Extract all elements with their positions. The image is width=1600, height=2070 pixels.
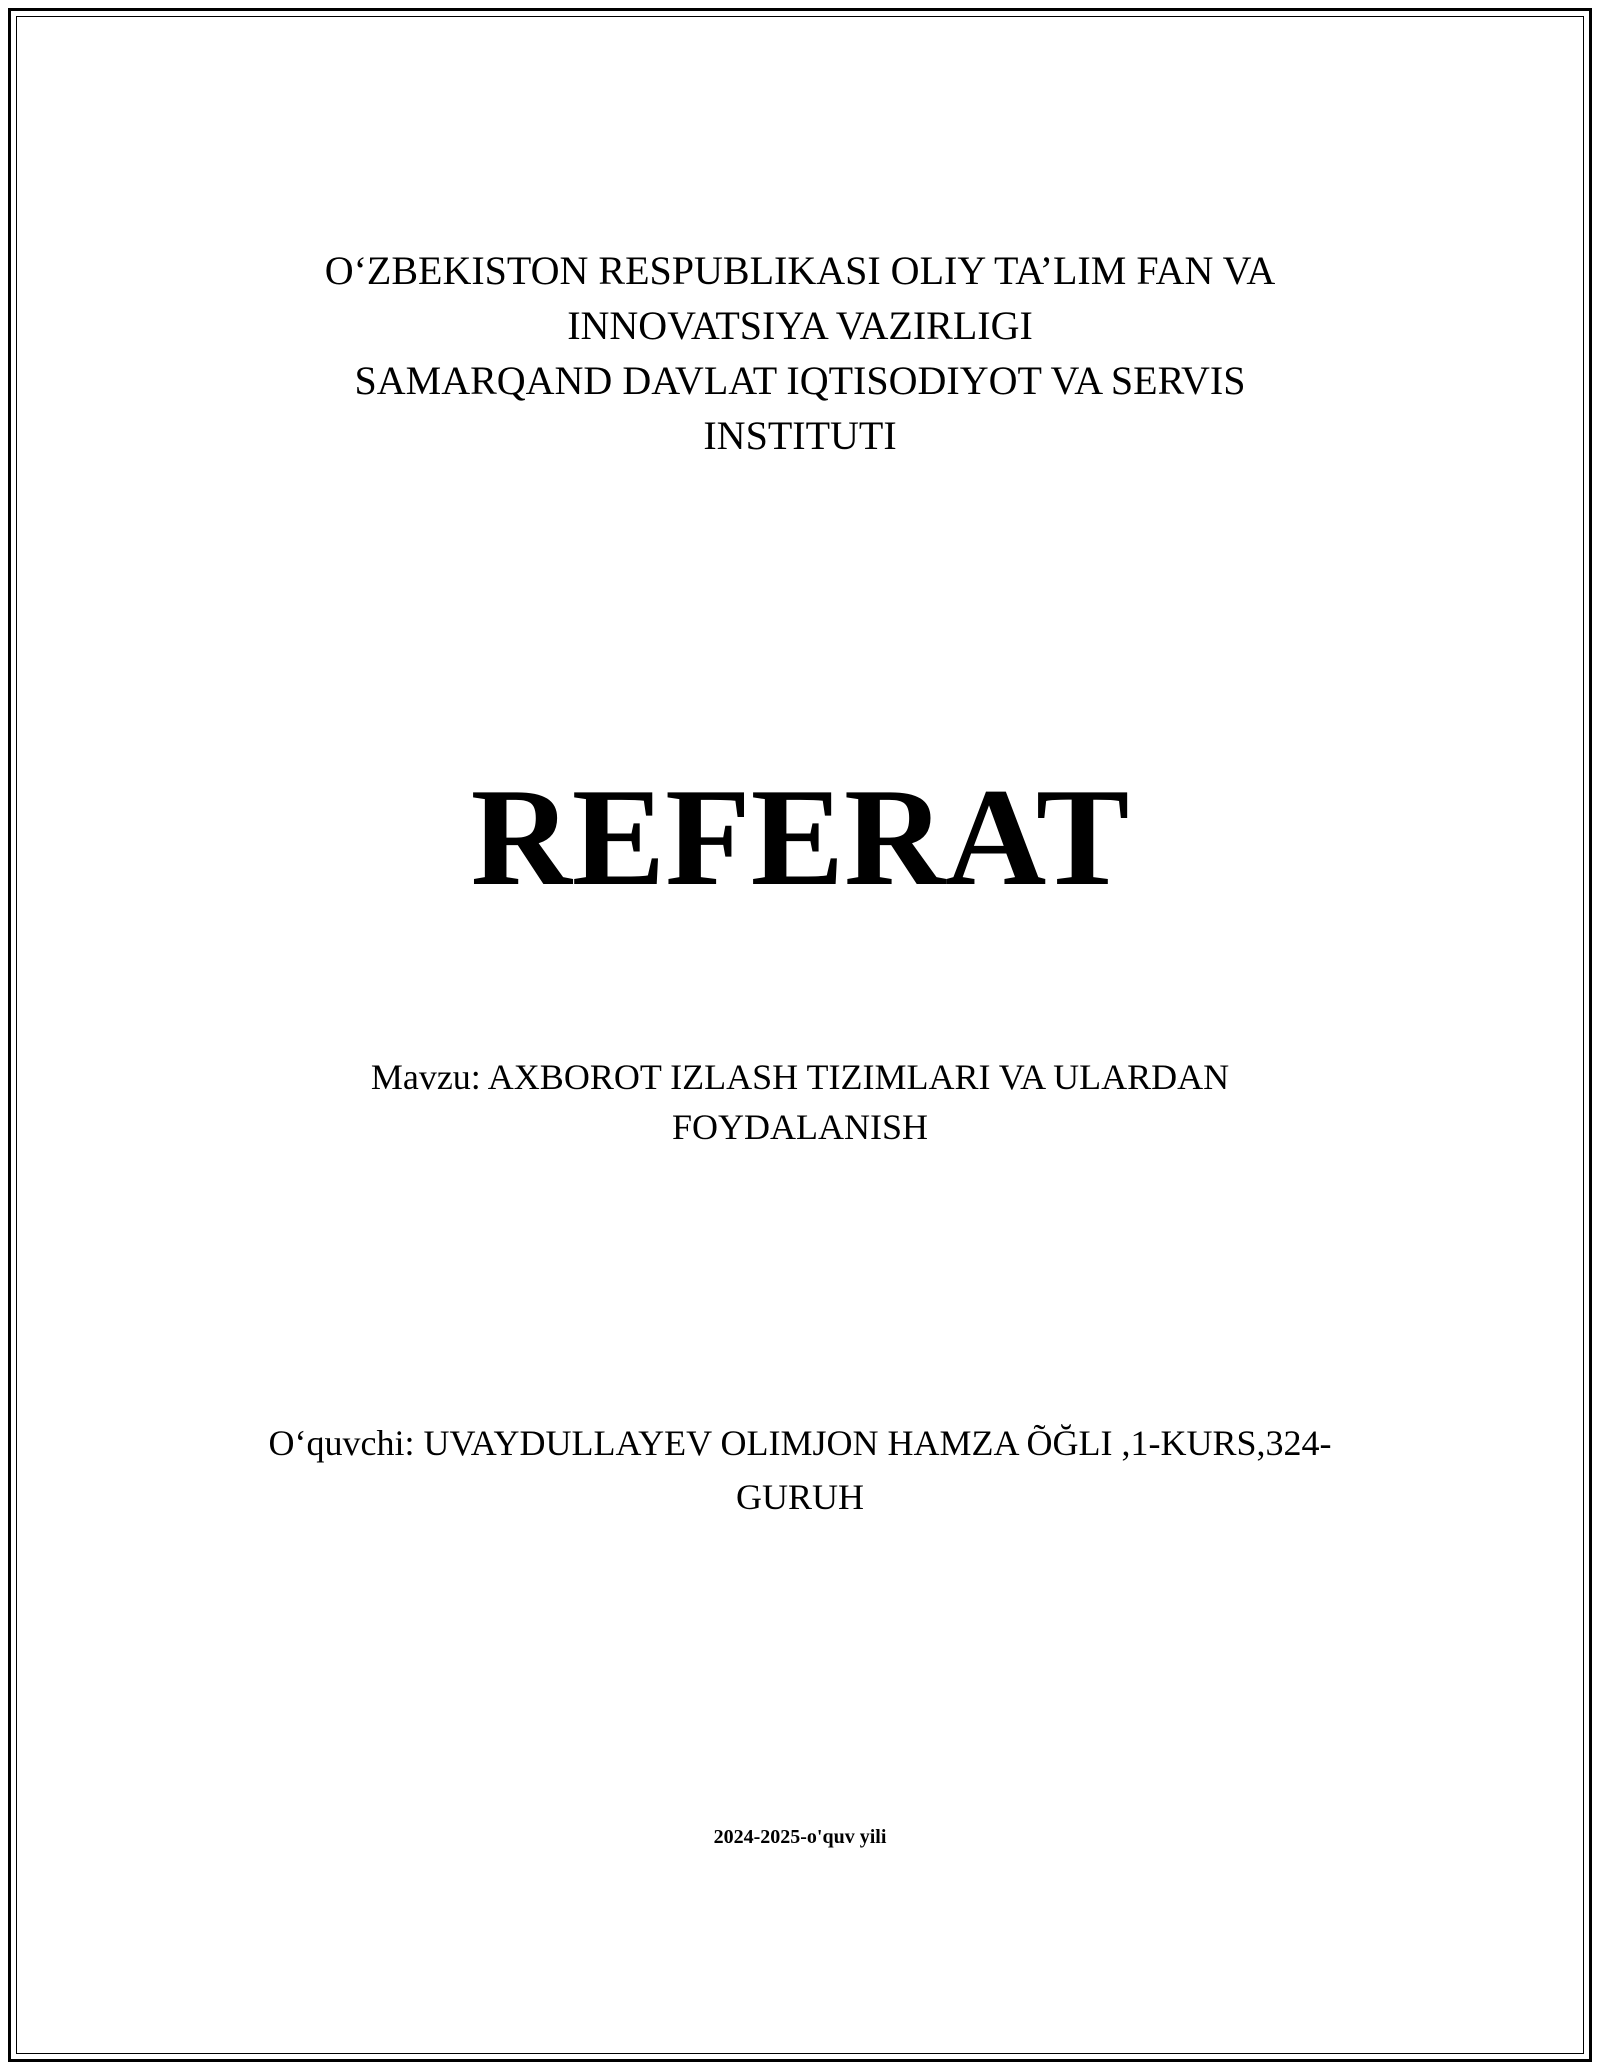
ministry-header xyxy=(0,243,1600,463)
document-title: REFERAT xyxy=(470,760,1130,915)
student-line-1: O‘quvchi: UVAYDULLAYEV OLIMJON HAMZA ÕĞLI ,1-KURS,324- xyxy=(268,1423,1332,1463)
header-line-1: O‘ZBEKISTON RESPUBLIKASI OLIY TA’LIM FAN VA xyxy=(324,248,1276,293)
topic-line-2: FOYDALANISH xyxy=(671,1107,928,1147)
student-line-2: GURUH xyxy=(735,1477,864,1517)
topic xyxy=(0,1052,1600,1152)
academic-year: 2024-2025-o'quv yili xyxy=(713,1826,887,1848)
student-info xyxy=(0,1416,1600,1524)
header-line-4: INSTITUTI xyxy=(703,413,897,458)
topic-line-1: Mavzu: AXBOROT IZLASH TIZIMLARI VA ULARDAN xyxy=(370,1057,1230,1097)
header-line-3: SAMARQAND DAVLAT IQTISODIYOT VA SERVIS xyxy=(354,358,1246,403)
header-line-2: INNOVATSIYA VAZIRLIGI xyxy=(567,303,1033,348)
